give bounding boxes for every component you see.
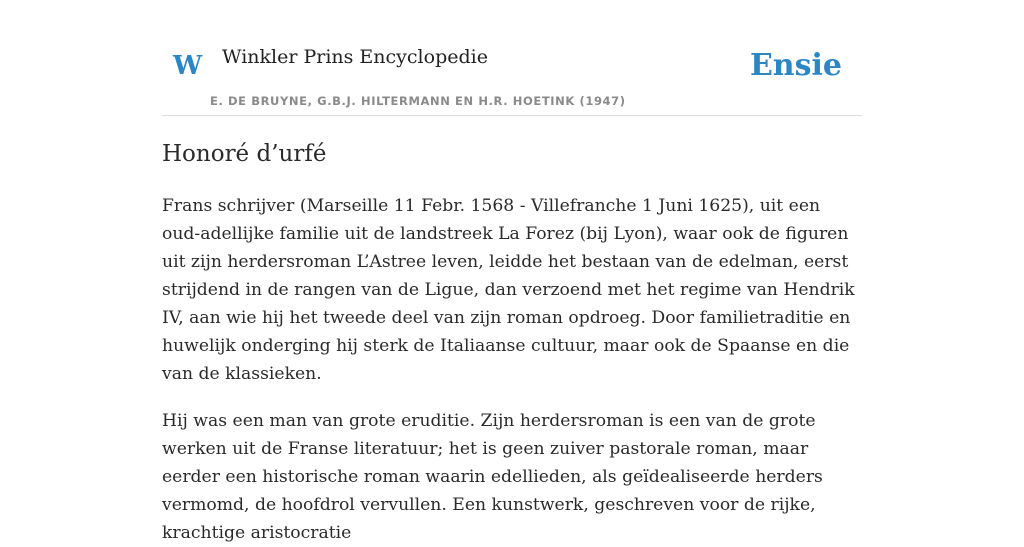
article <box>162 138 862 547</box>
byline: E. DE BRUYNE, G.B.J. HILTERMANN EN H.R. HOETINK (1947) <box>210 94 626 108</box>
winkler-prins-logo[interactable]: W <box>173 51 203 81</box>
article-paragraph-2: Hij was een man van grote eruditie. Zijn herdersroman is een van de grote werken uit de Franse literatuur; het is geen zuiver pastorale roman, maar eerder een historische roman waarin edellieden, als geïdealiseerde herders vermomd, de hoofdrol vervullen. Een kunstwerk, geschreven voor de rijke, krachtige aristocratie <box>162 411 823 544</box>
ensie-brand-logo[interactable]: Ensie <box>749 48 842 83</box>
article-paragraph-1: Frans schrijver (Marseille 11 Febr. 1568 - Villefranche 1 Juni 1625), uit een oud-adellijke familie uit de landstreek La Forez (bij Lyon), waar ook de figuren uit zijn herdersroman L’Astree leven, leidde het bestaan van de edelman, eerst strijdend in de rangen van de Ligue, dan verzoend met het regime van Hendrik IV, aan wie hij het tweede deel van zijn roman opdroeg. Door familietraditie en huwelijk onderging hij sterk de Italiaanse cultuur, maar ook de Spaanse en die van de klassieken. <box>162 196 855 385</box>
site-header <box>162 0 862 116</box>
site-title[interactable]: Winkler Prins Encyclopedie <box>222 46 488 68</box>
article-title: Honoré d’urfé <box>162 141 327 167</box>
